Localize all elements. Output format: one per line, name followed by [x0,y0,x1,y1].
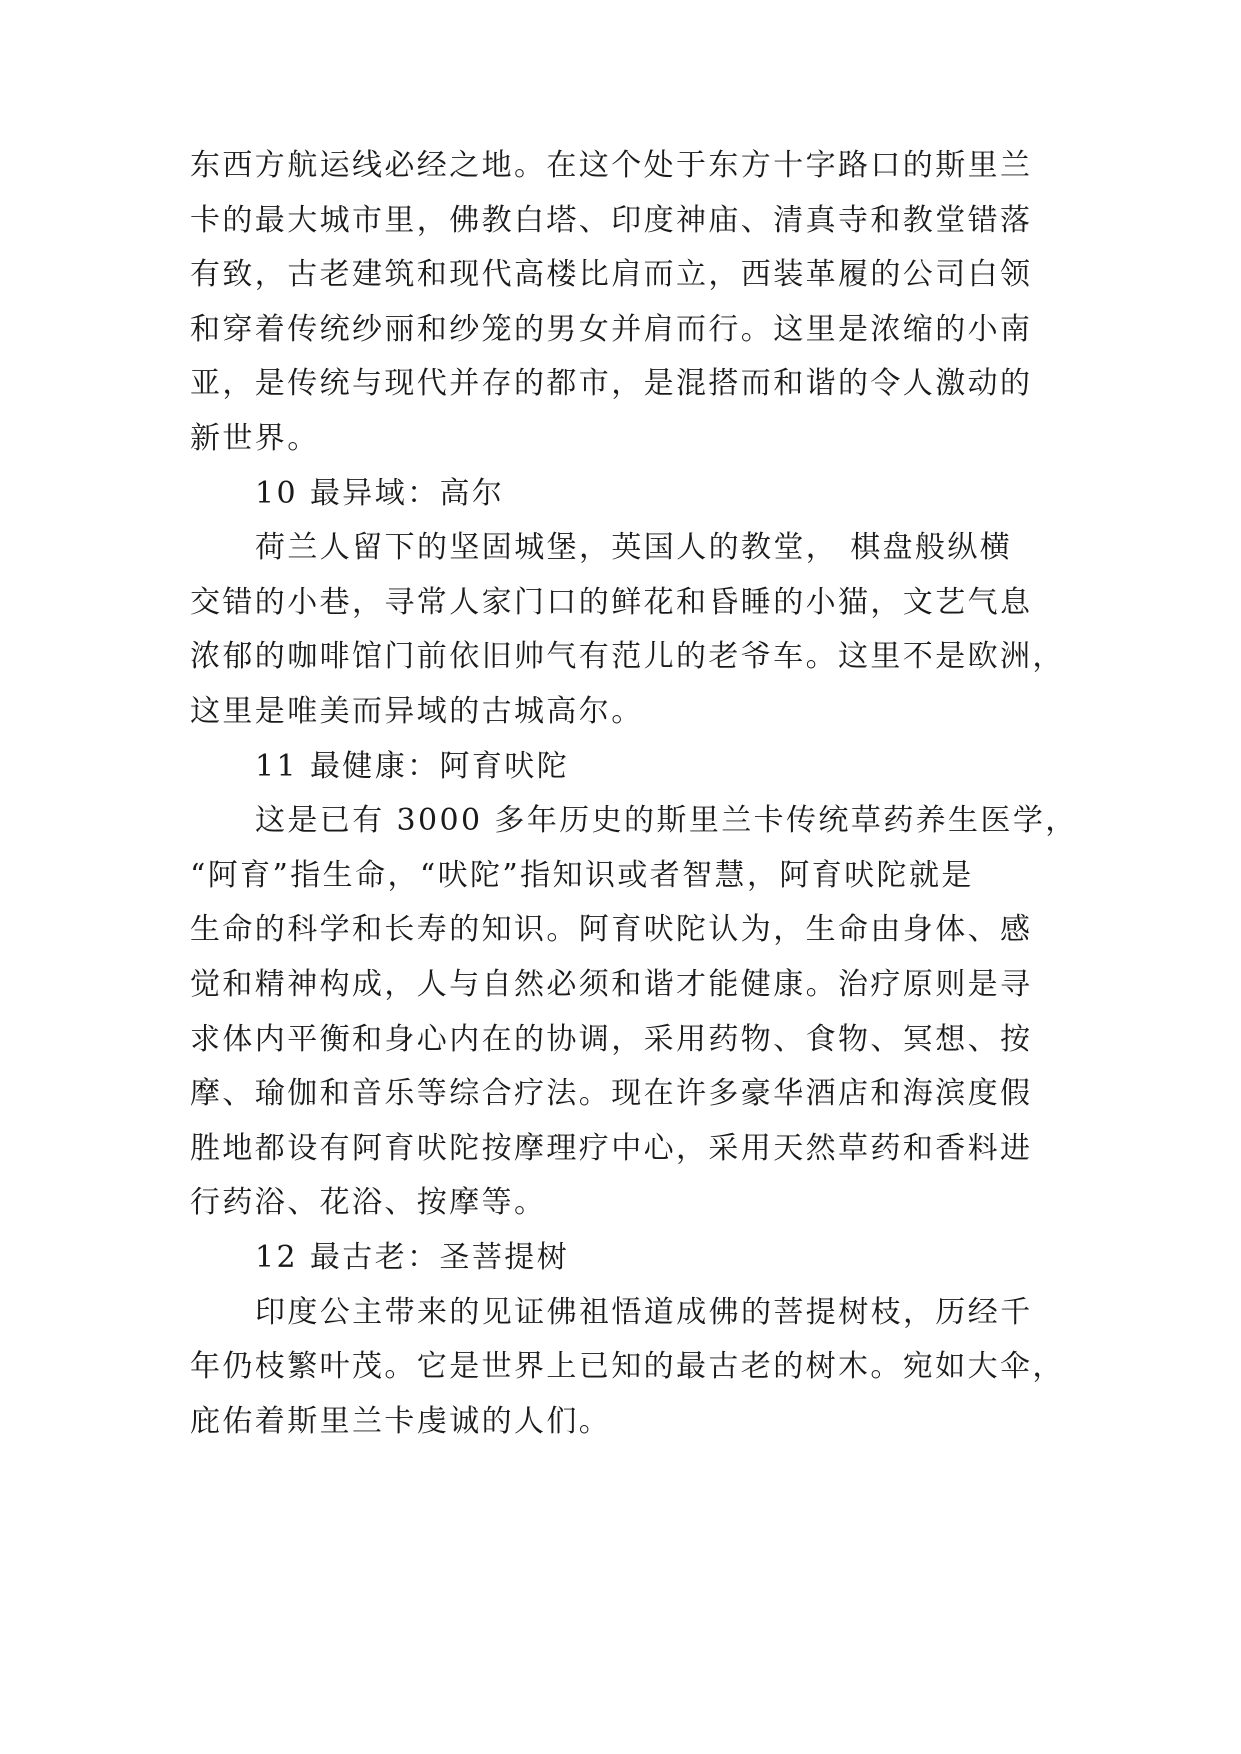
paragraph-line: 卡的最大城市里，佛教白塔、印度神庙、清真寺和教堂错落 [190,203,1033,238]
paragraph-line: 新世界。 [190,421,320,456]
paragraph-line: 行药浴、花浴、按摩等。 [190,1185,547,1220]
paragraph-line: 摩、瑜伽和音乐等综合疗法。现在许多豪华酒店和海滨度假 [190,1076,1033,1111]
paragraph-line: 求体内平衡和身心内在的协调，采用药物、食物、冥想、按 [190,1022,1033,1057]
paragraph-line: 生命的科学和长寿的知识。阿育吠陀认为，生命由身体、感 [190,912,1033,947]
paragraph-line: 浓郁的咖啡馆门前依旧帅气有范儿的老爷车。这里不是欧洲， [190,639,1065,674]
paragraph-line: 印度公主带来的见证佛祖悟道成佛的菩提树枝，历经千 [255,1295,1033,1330]
paragraph-line: “阿育”指生命，“吠陀”指知识或者智慧，阿育吠陀就是 [190,858,974,893]
paragraph-line: 亚，是传统与现代并存的都市，是混搭而和谐的令人激动的 [190,366,1033,401]
paragraph-line: 有致，古老建筑和现代高楼比肩而立，西装革履的公司白领 [190,257,1033,292]
section-heading: 10 最异域：高尔 [255,476,505,511]
paragraph-line: 这里是唯美而异域的古城高尔。 [190,694,644,729]
paragraph-line: 年仍枝繁叶茂。它是世界上已知的最古老的树木。宛如大伞， [190,1349,1065,1384]
paragraph-line: 这是已有 3000 多年历史的斯里兰卡传统草药养生医学， [255,803,1078,838]
section-heading: 11 最健康：阿育吠陀 [255,749,570,784]
paragraph-line: 荷兰人留下的坚固城堡，英国人的教堂， 棋盘般纵横 [255,530,1013,565]
paragraph-line: 东西方航运线必经之地。在这个处于东方十字路口的斯里兰 [190,148,1033,183]
paragraph-line: 觉和精神构成，人与自然必须和谐才能健康。治疗原则是寻 [190,967,1033,1002]
paragraph-line: 胜地都设有阿育吠陀按摩理疗中心，采用天然草药和香料进 [190,1131,1033,1166]
paragraph-line: 和穿着传统纱丽和纱笼的男女并肩而行。这里是浓缩的小南 [190,312,1033,347]
section-heading: 12 最古老：圣菩提树 [255,1240,570,1275]
paragraph-line: 庇佑着斯里兰卡虔诚的人们。 [190,1404,612,1439]
paragraph-line: 交错的小巷，寻常人家门口的鲜花和昏睡的小猫，文艺气息 [190,585,1033,620]
